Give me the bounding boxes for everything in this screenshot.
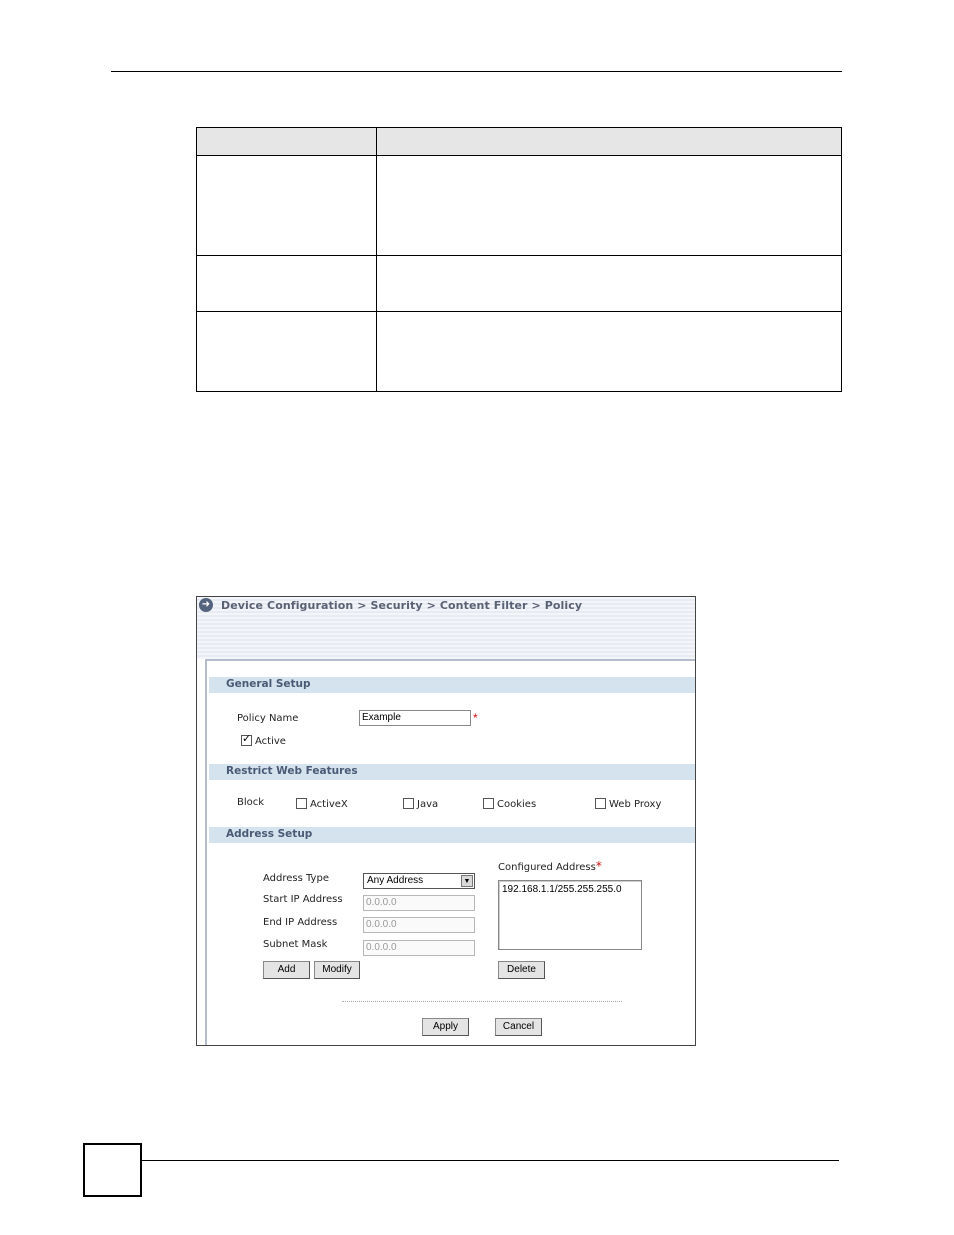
active-label: Active <box>255 736 286 747</box>
policy-name-input[interactable]: Example <box>359 710 471 726</box>
end-ip-input[interactable]: 0.0.0.0 <box>363 917 475 933</box>
table-header-label <box>197 128 377 156</box>
divider <box>342 1001 622 1002</box>
web-proxy-checkbox[interactable] <box>595 798 606 809</box>
header-rule <box>111 71 842 72</box>
screen-header <box>197 597 695 659</box>
restrict-web-header <box>209 764 695 780</box>
breadcrumb: Device Configuration > Security > Content Filter > Policy <box>221 599 583 612</box>
block-label: Block <box>237 797 265 808</box>
subnet-mask-label: Subnet Mask <box>263 939 328 950</box>
policy-name-label: Policy Name <box>237 713 299 724</box>
footer-rule <box>140 1160 839 1161</box>
list-item[interactable]: 192.168.1.1/255.255.255.0 <box>502 884 622 895</box>
cookies-label: Cookies <box>497 799 537 810</box>
end-ip-label: End IP Address <box>263 917 338 928</box>
apply-button[interactable]: Apply <box>422 1018 469 1036</box>
page-number-box <box>83 1143 142 1197</box>
chevron-down-icon[interactable]: ▼ <box>461 875 473 887</box>
cookies-checkbox[interactable] <box>483 798 494 809</box>
add-button[interactable]: Add <box>263 961 310 979</box>
delete-button[interactable]: Delete <box>498 961 545 979</box>
section-title: Address Setup <box>226 828 313 840</box>
web-proxy-label: Web Proxy <box>609 799 662 810</box>
start-ip-input[interactable]: 0.0.0.0 <box>363 895 475 911</box>
arrow-right-icon: ➜ <box>199 598 213 612</box>
configured-address-list[interactable] <box>498 880 642 950</box>
java-checkbox[interactable] <box>403 798 414 809</box>
activex-label: ActiveX <box>310 799 348 810</box>
start-ip-label: Start IP Address <box>263 894 343 905</box>
table-cell-description <box>377 312 842 392</box>
address-type-select[interactable] <box>363 873 475 889</box>
section-title: Restrict Web Features <box>226 765 358 777</box>
table-cell-label <box>197 312 377 392</box>
table-row <box>197 312 842 392</box>
address-setup-header <box>209 827 695 843</box>
table-header-description <box>377 128 842 156</box>
subnet-mask-input[interactable]: 0.0.0.0 <box>363 940 475 956</box>
section-title: General Setup <box>226 678 311 690</box>
address-type-label: Address Type <box>263 873 329 884</box>
cancel-button[interactable]: Cancel <box>495 1018 542 1036</box>
table-row <box>197 156 842 256</box>
modify-button[interactable]: Modify <box>314 961 360 979</box>
table-header-row <box>197 128 842 156</box>
activex-checkbox[interactable] <box>296 798 307 809</box>
active-checkbox[interactable] <box>241 735 252 746</box>
java-label: Java <box>417 799 439 810</box>
address-type-value: Any Address <box>367 875 424 886</box>
table-cell-description <box>377 256 842 312</box>
general-setup-header <box>209 677 695 693</box>
policy-screenshot <box>196 596 696 1046</box>
table-cell-description <box>377 156 842 256</box>
table-cell-label <box>197 156 377 256</box>
required-mark: * <box>473 711 478 725</box>
description-table <box>196 127 842 392</box>
table-row <box>197 256 842 312</box>
configured-address-label: Configured Address* <box>498 859 602 873</box>
table-cell-label <box>197 256 377 312</box>
